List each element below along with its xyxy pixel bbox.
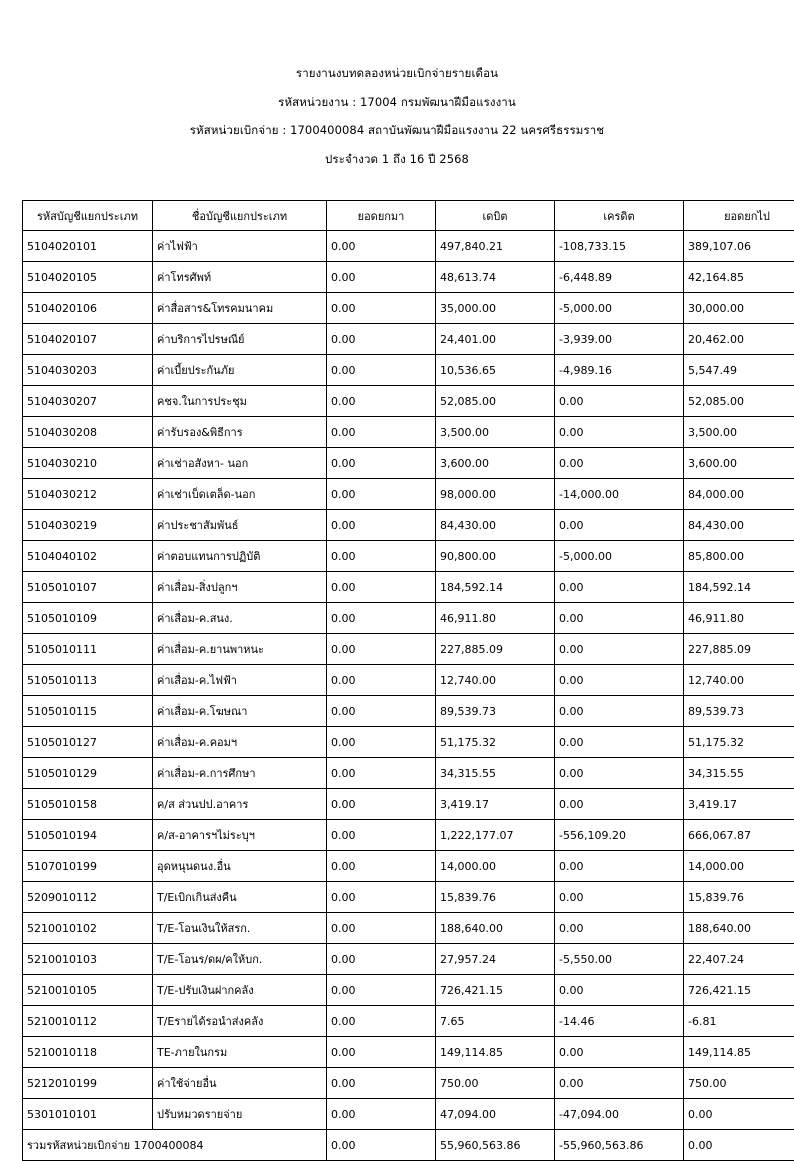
cell-carried-forward: 51,175.32 (684, 727, 794, 758)
disbursing-unit-line: รหัสหน่วยเบิกจ่าย : 1700400084 สถาบันพัฒนาฝีมือแรงงาน 22 นครศรีธรรมราช (0, 125, 794, 137)
cell-debit: 52,085.00 (436, 386, 555, 417)
cell-credit: 0.00 (555, 882, 684, 913)
cell-brought-forward: 0.00 (327, 1099, 436, 1130)
cell-brought-forward: 0.00 (327, 789, 436, 820)
cell-brought-forward: 0.00 (327, 231, 436, 262)
cell-debit: 12,740.00 (436, 665, 555, 696)
table-row (23, 665, 794, 696)
cell-account-code: 5104030207 (23, 386, 153, 417)
cell-carried-forward: 46,911.80 (684, 603, 794, 634)
cell-account-code: 5105010158 (23, 789, 153, 820)
cell-carried-forward: 85,800.00 (684, 541, 794, 572)
table-row (23, 355, 794, 386)
table-row (23, 1006, 794, 1037)
cell-account-name: ค่าเช่าเบ็ดเตล็ด-นอก (153, 479, 327, 510)
cell-account-code: 5104030210 (23, 448, 153, 479)
cell-credit: 0.00 (555, 789, 684, 820)
cell-credit: 0.00 (555, 758, 684, 789)
cell-account-name: ค่าตอบแทนการปฏิบัติ (153, 541, 327, 572)
table-row (23, 541, 794, 572)
cell-debit: 14,000.00 (436, 851, 555, 882)
cell-account-code: 5105010113 (23, 665, 153, 696)
cell-credit: 0.00 (555, 510, 684, 541)
cell-account-code: 5104030212 (23, 479, 153, 510)
cell-credit: -5,000.00 (555, 541, 684, 572)
column-header-brought-forward: ยอดยกมา (327, 201, 436, 231)
cell-carried-forward: 52,085.00 (684, 386, 794, 417)
cell-account-code: 5104030203 (23, 355, 153, 386)
cell-brought-forward: 0.00 (327, 696, 436, 727)
table-row (23, 448, 794, 479)
cell-account-code: 5210010103 (23, 944, 153, 975)
cell-carried-forward: 14,000.00 (684, 851, 794, 882)
cell-carried-forward: 84,000.00 (684, 479, 794, 510)
cell-debit: 34,315.55 (436, 758, 555, 789)
cell-total-label: รวมรหัสหน่วยเบิกจ่าย 1700400084 (23, 1130, 327, 1161)
cell-account-name: ค่าใช้จ่ายอื่น (153, 1068, 327, 1099)
cell-debit: 46,911.80 (436, 603, 555, 634)
cell-brought-forward: 0.00 (327, 510, 436, 541)
column-header-debit: เดบิต (436, 201, 555, 231)
cell-carried-forward: 726,421.15 (684, 975, 794, 1006)
table-row (23, 1099, 794, 1130)
table-row (23, 727, 794, 758)
period-line: ประจำงวด 1 ถึง 16 ปี 2568 (0, 154, 794, 166)
cell-debit: 497,840.21 (436, 231, 555, 262)
cell-brought-forward: 0.00 (327, 882, 436, 913)
cell-total-carried-forward: 0.00 (684, 1130, 794, 1161)
cell-carried-forward: -6.81 (684, 1006, 794, 1037)
cell-account-name: ค่าเช่าอสังหา- นอก (153, 448, 327, 479)
cell-debit: 227,885.09 (436, 634, 555, 665)
table-row (23, 231, 794, 262)
cell-account-code: 5104020105 (23, 262, 153, 293)
cell-debit: 3,600.00 (436, 448, 555, 479)
cell-account-name: ค่าเสื่อม-ค.ยานพาหนะ (153, 634, 327, 665)
cell-brought-forward: 0.00 (327, 1037, 436, 1068)
cell-brought-forward: 0.00 (327, 975, 436, 1006)
cell-carried-forward: 15,839.76 (684, 882, 794, 913)
cell-debit: 1,222,177.07 (436, 820, 555, 851)
cell-credit: -47,094.00 (555, 1099, 684, 1130)
cell-account-code: 5104020101 (23, 231, 153, 262)
cell-debit: 90,800.00 (436, 541, 555, 572)
cell-account-name: T/E-โอนร/ดผ/คให้บก. (153, 944, 327, 975)
cell-credit: 0.00 (555, 417, 684, 448)
cell-credit: 0.00 (555, 665, 684, 696)
cell-credit: -14.46 (555, 1006, 684, 1037)
cell-account-name: ค่าเสื่อม-ค.โฆษณา (153, 696, 327, 727)
cell-credit: 0.00 (555, 634, 684, 665)
table-total-row (23, 1130, 794, 1161)
cell-account-code: 5105010127 (23, 727, 153, 758)
cell-debit: 188,640.00 (436, 913, 555, 944)
cell-account-code: 5210010105 (23, 975, 153, 1006)
cell-brought-forward: 0.00 (327, 665, 436, 696)
column-header-carried-forward: ยอดยกไป (684, 201, 794, 231)
cell-credit: -5,550.00 (555, 944, 684, 975)
table-row (23, 417, 794, 448)
cell-account-code: 5104040102 (23, 541, 153, 572)
cell-account-code: 5107010199 (23, 851, 153, 882)
cell-account-name: T/E-โอนเงินให้สรก. (153, 913, 327, 944)
table-row (23, 603, 794, 634)
cell-account-code: 5209010112 (23, 882, 153, 913)
column-header-account-name: ชื่อบัญชีแยกประเภท (153, 201, 327, 231)
table-row (23, 262, 794, 293)
cell-debit: 27,957.24 (436, 944, 555, 975)
table-row (23, 882, 794, 913)
cell-account-code: 5301010101 (23, 1099, 153, 1130)
cell-carried-forward: 3,500.00 (684, 417, 794, 448)
cell-credit: -14,000.00 (555, 479, 684, 510)
table-header-row (23, 201, 794, 231)
cell-account-code: 5105010109 (23, 603, 153, 634)
cell-account-name: คชจ.ในการประชุม (153, 386, 327, 417)
cell-brought-forward: 0.00 (327, 820, 436, 851)
cell-account-name: ค่าเสื่อม-ค.การศึกษา (153, 758, 327, 789)
cell-carried-forward: 666,067.87 (684, 820, 794, 851)
cell-carried-forward: 184,592.14 (684, 572, 794, 603)
cell-debit: 89,539.73 (436, 696, 555, 727)
cell-account-code: 5105010194 (23, 820, 153, 851)
cell-account-name: ค่าเสื่อม-ค.สนง. (153, 603, 327, 634)
cell-brought-forward: 0.00 (327, 541, 436, 572)
cell-debit: 48,613.74 (436, 262, 555, 293)
cell-credit: -556,109.20 (555, 820, 684, 851)
cell-debit: 7.65 (436, 1006, 555, 1037)
cell-debit: 24,401.00 (436, 324, 555, 355)
cell-account-code: 5104030219 (23, 510, 153, 541)
cell-debit: 84,430.00 (436, 510, 555, 541)
column-header-credit: เครดิต (555, 201, 684, 231)
cell-credit: 0.00 (555, 448, 684, 479)
report-title: รายงานงบทดลองหน่วยเบิกจ่ายรายเดือน (0, 68, 794, 80)
trial-balance-table (22, 200, 794, 1161)
cell-debit: 51,175.32 (436, 727, 555, 758)
cell-debit: 47,094.00 (436, 1099, 555, 1130)
cell-brought-forward: 0.00 (327, 355, 436, 386)
cell-brought-forward: 0.00 (327, 634, 436, 665)
cell-account-name: ค่าโทรศัพท์ (153, 262, 327, 293)
cell-credit: -3,939.00 (555, 324, 684, 355)
cell-account-code: 5210010118 (23, 1037, 153, 1068)
cell-credit: 0.00 (555, 913, 684, 944)
table-row (23, 1068, 794, 1099)
cell-carried-forward: 89,539.73 (684, 696, 794, 727)
cell-brought-forward: 0.00 (327, 603, 436, 634)
cell-carried-forward: 227,885.09 (684, 634, 794, 665)
table-row (23, 975, 794, 1006)
cell-debit: 726,421.15 (436, 975, 555, 1006)
cell-carried-forward: 3,419.17 (684, 789, 794, 820)
cell-brought-forward: 0.00 (327, 293, 436, 324)
cell-account-code: 5105010129 (23, 758, 153, 789)
report-header (0, 0, 794, 165)
table-row (23, 479, 794, 510)
cell-account-name: ค/ส-อาคารฯไม่ระบุฯ (153, 820, 327, 851)
cell-account-name: ค่าเสื่อม-สิ่งปลูกฯ (153, 572, 327, 603)
trial-balance-table-wrapper (22, 200, 756, 1161)
cell-account-name: T/Eรายได้รอนำส่งคลัง (153, 1006, 327, 1037)
cell-account-name: TE-ภายในกรม (153, 1037, 327, 1068)
table-row (23, 913, 794, 944)
cell-credit: 0.00 (555, 1037, 684, 1068)
cell-debit: 35,000.00 (436, 293, 555, 324)
cell-brought-forward: 0.00 (327, 448, 436, 479)
cell-account-code: 5105010111 (23, 634, 153, 665)
cell-credit: 0.00 (555, 572, 684, 603)
cell-account-name: ค่าไฟฟ้า (153, 231, 327, 262)
cell-credit: -6,448.89 (555, 262, 684, 293)
cell-credit: 0.00 (555, 603, 684, 634)
cell-carried-forward: 750.00 (684, 1068, 794, 1099)
cell-carried-forward: 84,430.00 (684, 510, 794, 541)
cell-credit: 0.00 (555, 851, 684, 882)
cell-brought-forward: 0.00 (327, 727, 436, 758)
cell-carried-forward: 42,164.85 (684, 262, 794, 293)
cell-carried-forward: 5,547.49 (684, 355, 794, 386)
cell-account-name: T/E-ปรับเงินฝากคลัง (153, 975, 327, 1006)
cell-carried-forward: 188,640.00 (684, 913, 794, 944)
cell-credit: 0.00 (555, 386, 684, 417)
cell-brought-forward: 0.00 (327, 417, 436, 448)
cell-debit: 3,500.00 (436, 417, 555, 448)
cell-carried-forward: 30,000.00 (684, 293, 794, 324)
cell-account-code: 5210010112 (23, 1006, 153, 1037)
table-row (23, 324, 794, 355)
cell-debit: 184,592.14 (436, 572, 555, 603)
cell-credit: 0.00 (555, 1068, 684, 1099)
table-row (23, 293, 794, 324)
cell-brought-forward: 0.00 (327, 758, 436, 789)
cell-total-debit: 55,960,563.86 (436, 1130, 555, 1161)
cell-account-name: ค/ส ส่วนปป.อาคาร (153, 789, 327, 820)
table-body (23, 231, 794, 1161)
table-row (23, 1037, 794, 1068)
cell-debit: 3,419.17 (436, 789, 555, 820)
table-row (23, 789, 794, 820)
cell-carried-forward: 149,114.85 (684, 1037, 794, 1068)
cell-account-name: T/Eเบิกเกินส่งคืน (153, 882, 327, 913)
cell-total-brought-forward: 0.00 (327, 1130, 436, 1161)
cell-account-name: ค่าเบี้ยประกันภัย (153, 355, 327, 386)
cell-credit: -4,989.16 (555, 355, 684, 386)
cell-carried-forward: 12,740.00 (684, 665, 794, 696)
table-row (23, 820, 794, 851)
cell-account-code: 5104020106 (23, 293, 153, 324)
cell-debit: 149,114.85 (436, 1037, 555, 1068)
cell-account-name: ค่าประชาสัมพันธ์ (153, 510, 327, 541)
cell-credit: -5,000.00 (555, 293, 684, 324)
cell-brought-forward: 0.00 (327, 262, 436, 293)
cell-carried-forward: 0.00 (684, 1099, 794, 1130)
cell-brought-forward: 0.00 (327, 386, 436, 417)
cell-brought-forward: 0.00 (327, 944, 436, 975)
table-header (23, 201, 794, 231)
column-header-account-code: รหัสบัญชีแยกประเภท (23, 201, 153, 231)
cell-account-name: ค่าสื่อสาร&โทรคมนาคม (153, 293, 327, 324)
cell-account-name: ค่ารับรอง&พิธีการ (153, 417, 327, 448)
agency-code-line: รหัสหน่วยงาน : 17004 กรมพัฒนาฝีมือแรงงาน (0, 97, 794, 109)
cell-total-credit: -55,960,563.86 (555, 1130, 684, 1161)
cell-brought-forward: 0.00 (327, 913, 436, 944)
cell-brought-forward: 0.00 (327, 324, 436, 355)
cell-account-code: 5105010115 (23, 696, 153, 727)
cell-account-name: ค่าบริการไปรษณีย์ (153, 324, 327, 355)
cell-debit: 750.00 (436, 1068, 555, 1099)
table-row (23, 944, 794, 975)
cell-account-name: ปรับหมวดรายจ่าย (153, 1099, 327, 1130)
cell-brought-forward: 0.00 (327, 572, 436, 603)
cell-debit: 15,839.76 (436, 882, 555, 913)
cell-carried-forward: 3,600.00 (684, 448, 794, 479)
cell-carried-forward: 22,407.24 (684, 944, 794, 975)
table-row (23, 758, 794, 789)
cell-brought-forward: 0.00 (327, 1068, 436, 1099)
cell-account-code: 5104030208 (23, 417, 153, 448)
cell-brought-forward: 0.00 (327, 851, 436, 882)
cell-carried-forward: 20,462.00 (684, 324, 794, 355)
cell-carried-forward: 389,107.06 (684, 231, 794, 262)
cell-debit: 98,000.00 (436, 479, 555, 510)
table-row (23, 510, 794, 541)
table-row (23, 572, 794, 603)
cell-brought-forward: 0.00 (327, 1006, 436, 1037)
cell-account-name: ค่าเสื่อม-ค.คอมฯ (153, 727, 327, 758)
table-row (23, 851, 794, 882)
cell-account-code: 5210010102 (23, 913, 153, 944)
cell-account-code: 5104020107 (23, 324, 153, 355)
table-row (23, 634, 794, 665)
cell-brought-forward: 0.00 (327, 479, 436, 510)
cell-debit: 10,536.65 (436, 355, 555, 386)
cell-credit: 0.00 (555, 727, 684, 758)
cell-account-name: ค่าเสื่อม-ค.ไฟฟ้า (153, 665, 327, 696)
cell-credit: 0.00 (555, 975, 684, 1006)
table-row (23, 386, 794, 417)
cell-account-code: 5212010199 (23, 1068, 153, 1099)
cell-credit: -108,733.15 (555, 231, 684, 262)
cell-account-code: 5105010107 (23, 572, 153, 603)
cell-credit: 0.00 (555, 696, 684, 727)
cell-carried-forward: 34,315.55 (684, 758, 794, 789)
table-row (23, 696, 794, 727)
cell-account-name: อุดหนุนดนง.อื่น (153, 851, 327, 882)
